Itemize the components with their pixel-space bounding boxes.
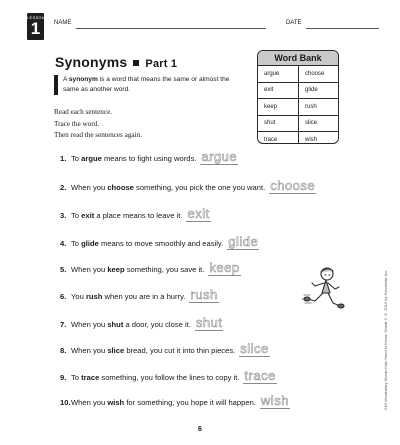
sentence-after: something, you follow the lines to copy it. — [99, 373, 240, 382]
sentence-keyword: glide — [81, 239, 99, 248]
sentence-number: 9. — [60, 373, 67, 382]
trace-word[interactable]: slice — [240, 341, 269, 356]
instructions — [54, 107, 142, 142]
sentence-after: means to move smoothly and easily. — [98, 239, 224, 248]
sentence-number: 10. — [60, 398, 71, 407]
word-bank-word: wish — [305, 136, 318, 143]
bullet-square-icon — [133, 60, 139, 66]
title-part: Part 1 — [145, 58, 178, 70]
sentence-after: something, you pick the one you want. — [133, 183, 266, 192]
definition-box — [54, 75, 234, 95]
word-bank-word: shut — [258, 115, 299, 132]
instruction-line: Trace the word. — [54, 119, 100, 128]
word-bank-row — [258, 132, 338, 145]
word-bank-word: trace — [258, 132, 299, 145]
page-number: 6 — [198, 426, 202, 433]
sentence-after: something, you save it. — [124, 265, 205, 274]
sentence-before: When you — [71, 320, 108, 329]
word-bank-word: choose — [299, 66, 339, 82]
sentence-before: You — [71, 292, 86, 301]
sentence-before: When you — [71, 265, 108, 274]
word-bank-table — [258, 66, 338, 144]
trace-word[interactable]: argue — [201, 149, 238, 164]
name-label: NAME — [54, 20, 72, 26]
date-label: DATE — [286, 20, 302, 26]
word-bank-row — [258, 66, 338, 82]
lesson-number: 1 — [30, 19, 41, 38]
word-bank-word: exit — [258, 82, 299, 99]
instruction-line: Read each sentence. — [54, 108, 113, 116]
sentence-row — [60, 316, 223, 332]
sentence-row — [60, 235, 259, 251]
sentence-before: When you — [71, 346, 108, 355]
sentence-keyword: keep — [107, 265, 125, 274]
trace-word[interactable]: keep — [209, 260, 240, 275]
sentence-row — [60, 394, 290, 410]
definition-rest: is a word that means the same or almost the same as another word. — [63, 76, 230, 93]
sentence-keyword: shut — [107, 320, 124, 329]
instruction-line: Then read the sentences again. — [54, 131, 143, 139]
trace-word[interactable]: exit — [187, 206, 210, 221]
sentence-after: means to fight using words. — [101, 154, 197, 163]
sentence-keyword: exit — [81, 211, 95, 220]
sentence-number: 2. — [60, 183, 67, 192]
word-bank-word: keep — [258, 99, 299, 116]
sentence-keyword: choose — [107, 183, 134, 192]
sentence-before: To — [71, 211, 82, 220]
sentence-number: 1. — [60, 154, 67, 163]
running-boy-illustration — [300, 265, 346, 313]
word-bank-row — [258, 99, 338, 116]
trace-word[interactable]: rush — [190, 287, 218, 302]
word-bank — [257, 50, 339, 144]
sentence-number: 5. — [60, 265, 67, 274]
trace-word[interactable]: shut — [195, 315, 223, 330]
side-credit: 240 Vocabulary Words Kids Need to Know: Grade 2 © 2012 by Scholastic Inc. — [383, 269, 388, 410]
sentence-keyword: rush — [85, 292, 103, 301]
sentence-before: When you — [71, 398, 108, 407]
sentence-after: when you are in a hurry. — [102, 292, 186, 301]
word-bank-word: slice — [299, 115, 339, 132]
trace-word[interactable]: choose — [270, 178, 316, 193]
sentence-before: To — [71, 373, 82, 382]
sentence-after: bread, you cut it into thin pieces. — [124, 346, 236, 355]
word-bank-title: Word Bank — [258, 51, 338, 66]
title-main: Synonyms — [55, 54, 128, 70]
sentence-row — [60, 288, 219, 304]
sentence-before: When you — [71, 183, 108, 192]
name-line[interactable] — [76, 28, 266, 29]
sentence-after: a door, you close it. — [123, 320, 191, 329]
definition-text — [63, 75, 234, 95]
definition-bar — [54, 75, 58, 95]
sentence-row — [60, 369, 277, 385]
trace-word[interactable]: trace — [244, 368, 276, 383]
sentence-keyword: argue — [81, 154, 102, 163]
sentence-number: 3. — [60, 211, 67, 220]
sentence-row — [60, 179, 316, 195]
sentence-after: a place means to leave it. — [94, 211, 183, 220]
sentence-after: for something, you hope it will happen. — [124, 398, 256, 407]
trace-word[interactable]: wish — [260, 393, 289, 408]
definition-prefix: A — [63, 76, 68, 83]
sentence-before: To — [71, 154, 82, 163]
page-title — [55, 54, 177, 70]
lesson-label: LESSON — [27, 15, 46, 20]
sentence-number: 6. — [60, 292, 67, 301]
sentence-before: To — [71, 239, 82, 248]
sentence-number: 4. — [60, 239, 67, 248]
word-bank-row — [258, 82, 338, 99]
sentence-keyword: trace — [81, 373, 100, 382]
sentence-row — [60, 342, 270, 358]
sentence-keyword: slice — [107, 346, 125, 355]
word-bank-word: rush — [299, 99, 339, 116]
name-date-row — [54, 20, 379, 32]
sentence-number: 7. — [60, 320, 67, 329]
definition-term: synonym — [68, 76, 98, 83]
sentence-row — [60, 207, 211, 223]
sentence-row — [60, 150, 238, 166]
word-bank-word: glide — [299, 82, 339, 99]
word-bank-row — [258, 115, 338, 132]
date-line[interactable] — [306, 28, 379, 29]
sentence-keyword: wish — [107, 398, 125, 407]
trace-word[interactable]: glide — [228, 234, 259, 249]
sentence-row — [60, 261, 241, 277]
sentence-number: 8. — [60, 346, 67, 355]
lesson-badge — [27, 13, 44, 40]
word-bank-word: argue — [258, 66, 299, 82]
